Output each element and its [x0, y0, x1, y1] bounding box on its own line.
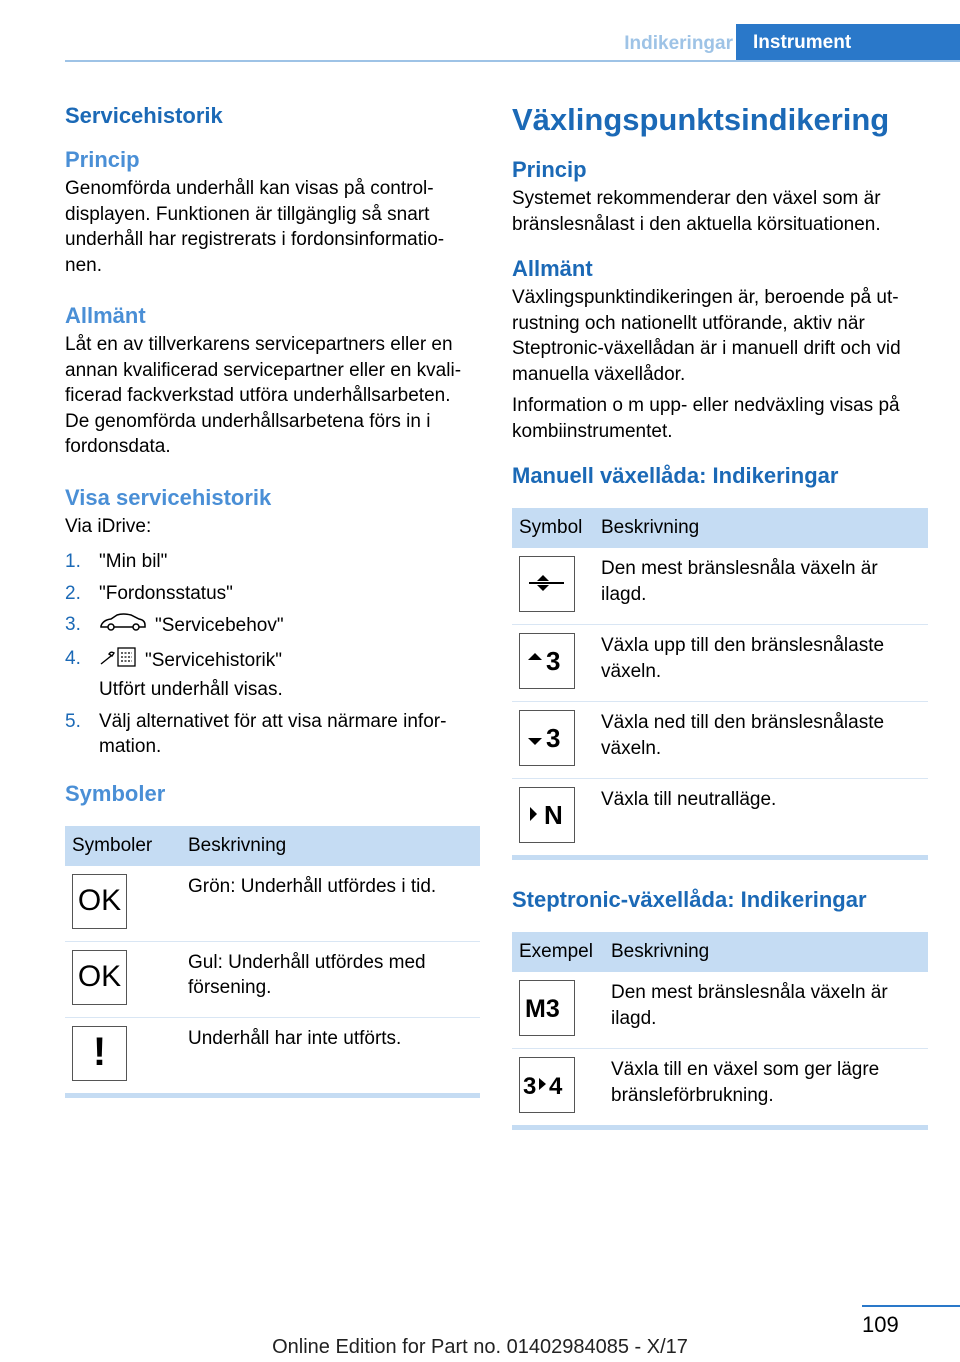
svg-text:4: 4 [549, 1073, 563, 1100]
footer-rule [862, 1305, 960, 1307]
section-title-servicehistorik: Servicehistorik [65, 103, 223, 128]
table-end-bar [512, 855, 928, 860]
svg-text:3: 3 [523, 1073, 537, 1100]
step-item [65, 581, 480, 607]
manual-gearbox-table [512, 508, 928, 855]
row-description: Växla till neutralläge. [601, 789, 777, 810]
princip-text-right: Systemet rekommenderar den växel som är bränslesnålast i den aktuella körsituationen. [512, 188, 881, 235]
shift-down-3-icon [519, 710, 575, 766]
step-number: 2. [65, 582, 81, 604]
heading-visa-servicehistorik: Visa servicehistorik [65, 484, 272, 510]
table-row [512, 548, 928, 625]
table-row [512, 702, 928, 779]
page-number: 109 [862, 1312, 899, 1337]
row-description: Växla ned till den bränslesnålaste växeln. [594, 702, 928, 779]
footer-text: Online Edition for Part no. 01402984085 - X/17 [272, 1336, 688, 1358]
right-column [512, 98, 928, 1130]
symbols-table [65, 826, 480, 1093]
left-column [65, 98, 480, 1098]
up-down-arrow-icon [519, 556, 575, 612]
heading-allmant: Allmänt [65, 303, 146, 328]
svg-text:M3: M3 [525, 995, 560, 1023]
heading-steptronic: Steptronic-växellåda: Indikeringar [512, 887, 867, 912]
heading-princip: Princip [65, 147, 140, 172]
ok-green-icon: OK [72, 874, 127, 929]
row-description: Gul: Underhåll utfördes med försening. [181, 941, 480, 1017]
svg-text:N: N [544, 800, 563, 830]
via-idrive-text: Via iDrive: [65, 515, 152, 537]
step4-result-text: Utfört underhåll visas. [99, 679, 283, 700]
table-row [512, 1049, 928, 1126]
neutral-N-icon [519, 787, 575, 843]
svg-text:3: 3 [546, 646, 561, 676]
allmant-text: Låt en av tillverkarens servicepartners eller en annan kvalificerad servicepartner eller en kvali-ficerad fackverkstad utföra underhållsarbeten. De genomförda underhållsarbetena förs in i fordonsdata. [65, 334, 462, 457]
col-header-symbol: Symbol [512, 508, 594, 548]
shift-up-3-icon [519, 633, 575, 689]
heading-princip-right: Princip [512, 157, 587, 182]
exclamation-icon: ! [72, 1026, 127, 1081]
step-text: "Servicehistorik" [145, 649, 283, 671]
info-text-right: Information o m upp- eller nedväxling visas på kombiinstrumentet. [512, 395, 900, 442]
step-number: 3. [65, 614, 81, 635]
table-row [512, 972, 928, 1049]
header-rule [65, 60, 960, 62]
col-header-beskrivning: Beskrivning [604, 932, 928, 972]
steptronic-table [512, 932, 928, 1125]
svg-text:3: 3 [546, 723, 561, 753]
row-description: Den mest bränslesnåla växeln är ilagd. [604, 972, 928, 1049]
table-end-bar [65, 1093, 480, 1098]
step-item [65, 612, 480, 640]
allmant-text-right: Växlingspunktindikeringen är, beroende på ut-rustning och nationellt utförande, aktiv när Steptronic-växellådan är i manuell drift och vid manuella växellådor. [512, 287, 901, 385]
step-text: "Servicebehov" [155, 614, 284, 636]
3-to-4-icon [519, 1057, 575, 1113]
step-text: Välj alternativet för att visa närmare infor-mation. [99, 710, 447, 757]
table-end-bar [512, 1125, 928, 1130]
table-row [512, 779, 928, 856]
wrench-list-icon [99, 646, 137, 676]
step-number: 4. [65, 647, 81, 669]
car-icon [99, 612, 147, 640]
header-tab-indikeringar[interactable]: Indikeringar [624, 33, 733, 54]
table-row [512, 625, 928, 702]
step-item [65, 549, 480, 575]
section-title-vaxlingspunkt: Växlingspunktsindikering [512, 102, 890, 137]
col-header-exempel: Exempel [512, 932, 604, 972]
step-number: 1. [65, 551, 81, 572]
step-item [65, 709, 480, 760]
row-description: Grön: Underhåll utfördes i tid. [181, 866, 480, 942]
row-description: Växla till en växel som ger lägre bränsleförbrukning. [611, 1059, 880, 1106]
row-description: Växla upp till den bränslesnålaste växeln. [594, 625, 928, 702]
row-description: Den mest bränslesnåla växeln är ilagd. [594, 548, 928, 625]
heading-symboler: Symboler [65, 780, 166, 806]
table-row [65, 866, 480, 942]
table-row [65, 1017, 480, 1093]
step-text: "Fordonsstatus" [99, 582, 233, 604]
row-description: Underhåll har inte utförts. [188, 1027, 402, 1049]
table-row [65, 941, 480, 1017]
step-text: "Min bil" [99, 551, 168, 572]
princip-text: Genomförda underhåll kan visas på control-displayen. Funktionen är tillgänglig så snart underhåll har registrerats i fordonsinformatio-nen. [65, 178, 445, 276]
col-header-beskrivning: Beskrivning [594, 508, 928, 548]
M3-icon [519, 980, 575, 1036]
heading-manuell: Manuell växellåda: Indikeringar [512, 463, 839, 488]
ok-yellow-icon: OK [72, 950, 127, 1005]
col-header-symboler: Symboler [65, 826, 181, 866]
step-item [65, 646, 480, 676]
heading-allmant-right: Allmänt [512, 256, 593, 281]
header-tab-instrument[interactable]: Instrument [736, 24, 960, 62]
col-header-beskrivning: Beskrivning [181, 826, 480, 866]
steps-list [65, 549, 480, 760]
step-number: 5. [65, 710, 81, 732]
